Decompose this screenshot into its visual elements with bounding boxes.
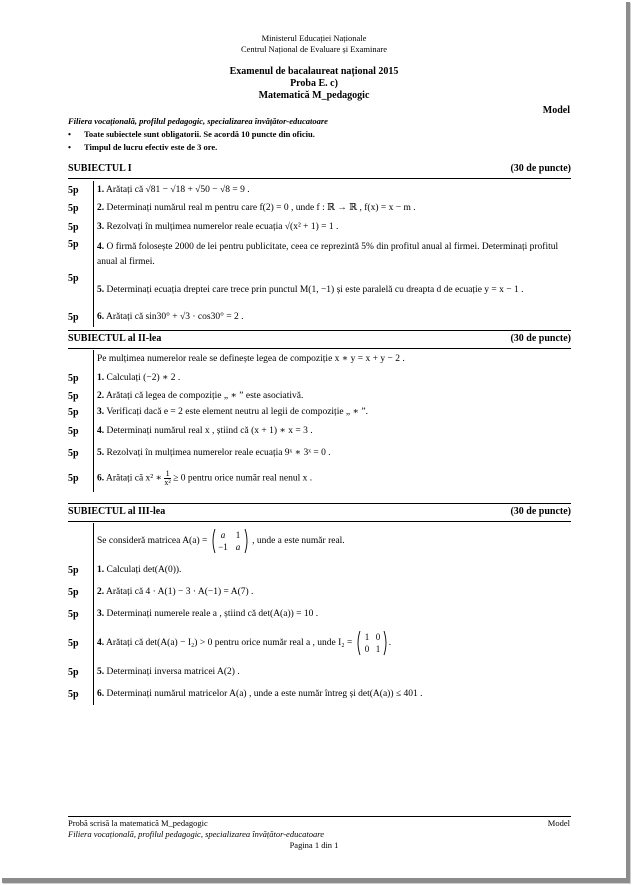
subiect-3-heading: SUBIECTUL al III-lea (30 de puncte) — [68, 506, 571, 517]
question-row: 5p 2. Arătați că 4 · A(1) − 3 · A(−1) = A(7) . — [68, 581, 571, 603]
divider — [68, 178, 571, 179]
question-row: 5p 2. Determinați numărul real m pentru care f(2) = 0 , unde f : ℝ → ℝ , f(x) = x − m . — [68, 199, 571, 217]
question-row: 5p 5. Determinați ecuația dreptei care trece prin punctul M(1, −1) și este paralelă cu dreapta d de ecuație y = x − 1 . — [68, 271, 571, 307]
matrix-cell: 0 — [375, 632, 380, 642]
divider — [68, 521, 571, 522]
subiect-3-section — [68, 523, 571, 705]
matrix-cell: 1 — [375, 644, 380, 654]
question-row: 5p 5. Rezolvați în mulțimea numerelor reale ecuația 9ˣ ∗ 3ˣ = 0 . — [68, 442, 571, 464]
question-row: 5p 1. Arătați că √81 − √18 + √50 − √8 = 9 . — [68, 181, 571, 199]
footer-line-2: Filiera vocațională, profilul pedagogic, specializarea învățător-educatoare — [68, 829, 324, 839]
footer-line-1: Probă scrisă la matematică M_pedagogic — [68, 818, 208, 828]
intro-row: Pe mulțimea numerelor reale se definește legea de compoziție x ∗ y = x + y − 2 . — [68, 350, 571, 368]
exam-title: Examenul de bacalaureat național 2015 — [229, 66, 399, 77]
matrix-cell: a — [235, 542, 240, 552]
question-row: 5p 3. Determinați numerele reale a , știind că det(A(a)) = 10 . — [68, 603, 571, 625]
question-row: 5p 6. Determinați numărul matricelor A(a) , unde a este număr întreg și det(A(a)) ≤ 401 . — [68, 683, 571, 705]
subiect-1-heading: SUBIECTUL I (30 de puncte) — [68, 163, 571, 174]
footer-model: Model — [547, 818, 570, 828]
matrix-cell: 0 — [364, 644, 369, 654]
subiect-2-heading: SUBIECTUL al II-lea (30 de puncte) — [68, 333, 571, 344]
question-row: 5p 1. Calculați (−2) ∗ 2 . — [68, 368, 571, 388]
matrix-cell: −1 — [217, 542, 228, 552]
question-row: 5p 3. Rezolvați în mulțimea numerelor reale ecuația √(x² + 1) = 1 . — [68, 217, 571, 237]
subiect-2-section — [68, 350, 571, 492]
ministry-line: Ministerul Educației Naționale — [261, 33, 367, 43]
center-line: Centrul Național de Evaluare și Examinare — [240, 44, 388, 54]
divider — [68, 503, 571, 504]
model-label: Model — [542, 105, 570, 116]
question-row: 5p 5. Determinați inversa matricei A(2) . — [68, 661, 571, 683]
question-row: 5p 6. Arătați că sin30° + √3 · cos30° = 2 . — [68, 307, 571, 327]
filiera-line: Filiera vocațională, profilul pedagogic, specializarea învățător-educatoare — [68, 116, 328, 126]
matrix-cell: a — [220, 530, 225, 540]
page-number: Pagina 1 din 1 — [289, 840, 339, 850]
intro-row: Se consideră matricea A(a) = a 1 −1 a , unde a este număr real. — [68, 523, 571, 559]
matrix-a — [210, 528, 250, 554]
divider — [68, 348, 571, 349]
footer-divider — [68, 816, 571, 817]
question-row: 5p 4. Determinați numărul real x , știind că (x + 1) ∗ x = 3 . — [68, 420, 571, 442]
subiect-1-section — [68, 181, 571, 327]
question-row: 5p 2. Arătați că legea de compoziție „ ∗ ” este asociativă. — [68, 388, 571, 404]
question-row: 5p 4. O firmă folosește 2000 de lei pentru publicitate, ceea ce reprezintă 5% din profitul anual al firmei. Determinați profitul anual al firmei. — [68, 237, 571, 271]
divider — [68, 330, 571, 331]
subject-title: Matematică M_pedagogic — [258, 90, 370, 101]
fraction: $\frac{1}{\text{x²}}$ — [164, 468, 171, 487]
question-row: 5p 1. Calculați det(A(0)). — [68, 559, 571, 581]
identity-matrix — [355, 630, 389, 656]
matrix-cell: 1 — [364, 632, 369, 642]
exam-page — [2, 2, 630, 883]
matrix-cell: 1 — [235, 530, 240, 540]
question-row: 5p 6. Arătați că x² ∗ $\frac{1}{\text{x²}}$ ≥ 0 pentru orice număr real nenul x . — [68, 464, 571, 492]
question-row: 5p 3. Verificați dacă e = 2 este element neutru al legii de compoziție „ ∗ ”. — [68, 404, 571, 420]
bullet-item: • Timpul de lucru efectiv este de 3 ore. — [68, 142, 218, 152]
bullet-item: • Toate subiectele sunt obligatorii. Se acordă 10 puncte din oficiu. — [68, 129, 315, 139]
proba-title: Proba E. c) — [290, 78, 338, 89]
question-row: 5p 4. Arătați că det(A(a) − I₂) > 0 pentru orice număr real a , unde I₂ = 1 0 0 1 . — [68, 625, 571, 661]
matrix-brackets — [210, 528, 250, 554]
